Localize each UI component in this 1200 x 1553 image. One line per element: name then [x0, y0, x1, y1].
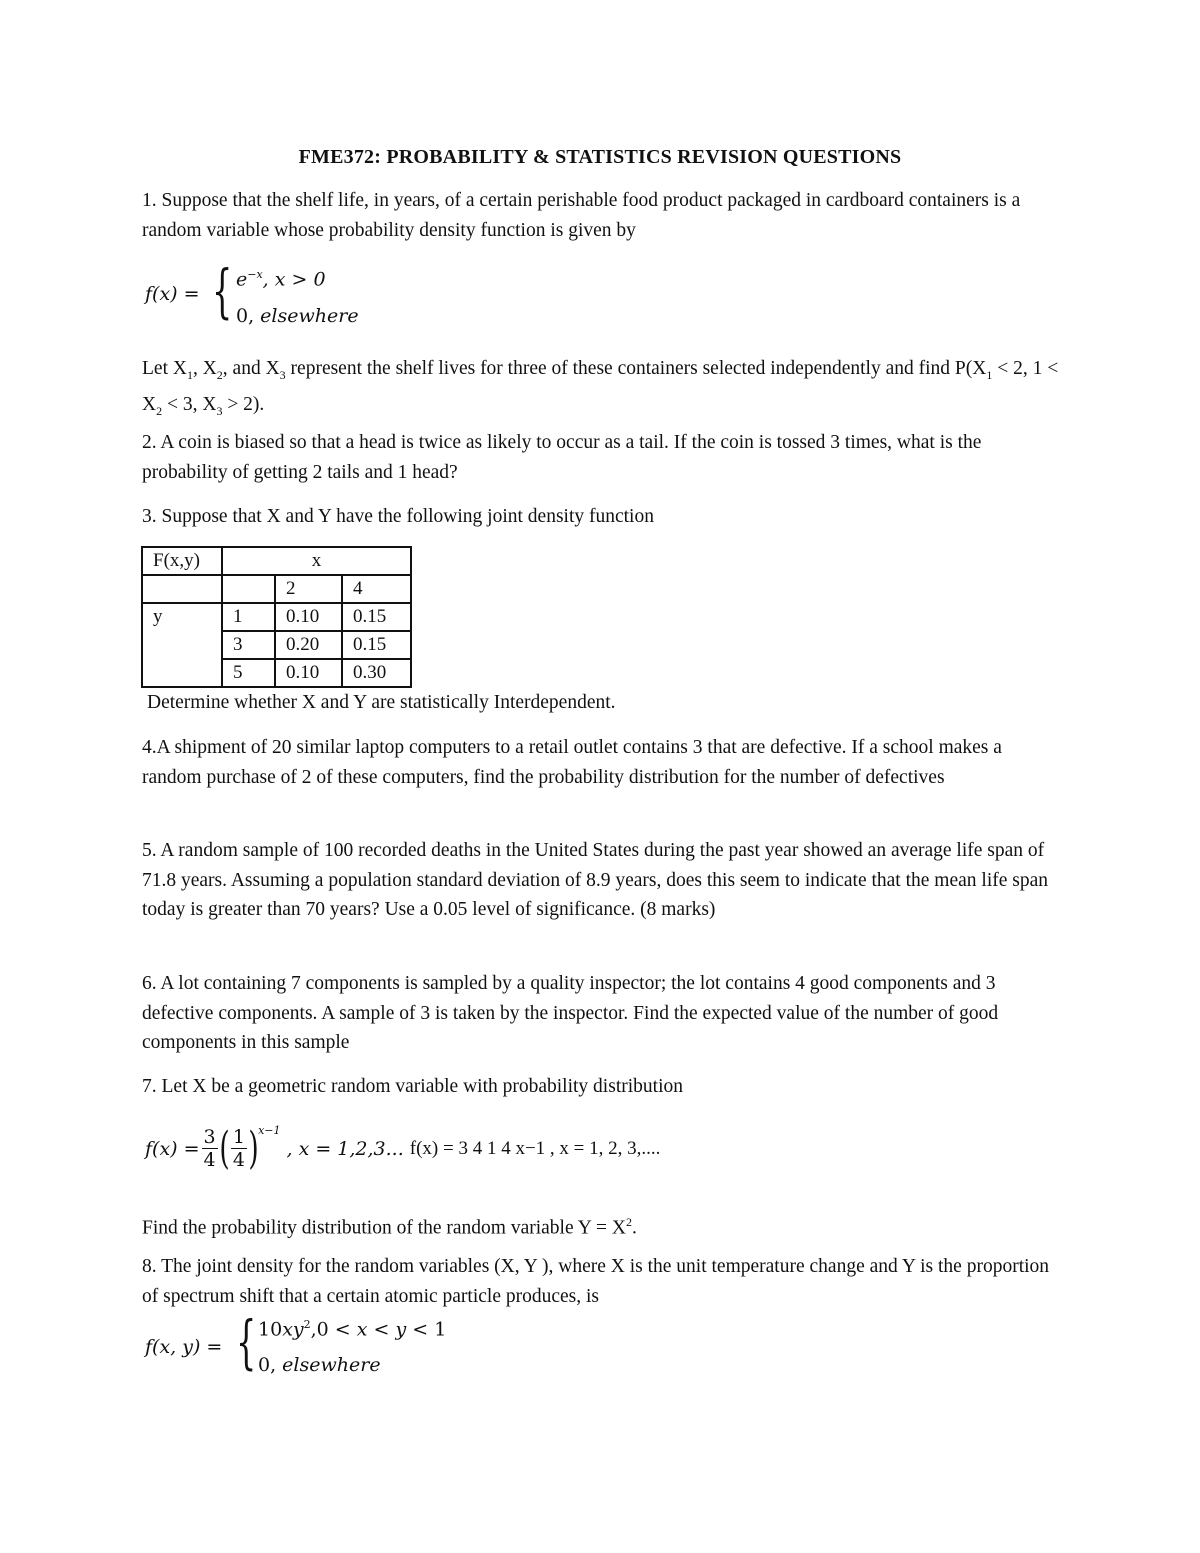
question-8-text: 8. The joint density for the random variables (X, Y ), where X is the unit temperature change and Y is the proportion of spectrum shift that a certain atomic particle produces, is — [142, 1256, 1050, 1307]
q1-case-2: 0, elsewhere — [236, 305, 359, 327]
q8-case-2: 0, elsewhere — [258, 1354, 381, 1376]
q7-formula: f(x) = $\frac{3}{4}$ ( $\frac{1}{4}$ ) $^{x-1}$ , x = 1,2,3... f(x) = 3 4 1 4 x−1 , x = 1, 2, 3,.... — [145, 1122, 661, 1174]
table-corner: F(x,y) — [142, 547, 222, 575]
q1-brace: { — [212, 257, 233, 325]
question-1-intro: 1. Suppose that the shelf life, in years, of a certain perishable food product packaged in cardboard containers is a random variable whose probability density function is given by — [142, 190, 1021, 241]
table-row — [142, 603, 411, 631]
question-1-followup: Let $X_1$, $X_2$, and $X_3$ represent the shelf lives for three of these containers selected independently and find $P(X_1 < 2$, $1 < X_2 < 3$, $X_3 > 2$). — [142, 358, 1059, 419]
question-3-text: 3. Suppose that X and Y have the following joint density function — [142, 506, 654, 527]
question-7-text: 7. Let X be a geometric random variable with probability distribution — [142, 1076, 683, 1097]
q7-plain-formula: f(x) = 3 4 1 4 x−1 , x = 1, 2, 3,.... — [409, 1137, 661, 1159]
q7-fraction-1: $\frac{3}{4}$ — [203, 1126, 216, 1171]
q8-brace: { — [236, 1308, 257, 1376]
table-cell: 0.15 — [342, 631, 411, 659]
table-cell: 0.20 — [275, 631, 342, 659]
question-7-find: Find the probability distribution of the random variable $Y = X^2$. — [142, 1215, 637, 1239]
question-3-after: Determine whether X and Y are statistically Interdependent. — [147, 692, 616, 713]
table-y-value: 5 — [222, 659, 275, 687]
question-6-text: 6. A lot containing 7 components is sampled by a quality inspector; the lot contains 4 good components and 3 defective components. A sample of 3 is taken by the inspector. Find the expected value of the number of good components in this sample — [142, 973, 999, 1053]
question-2-text: 2. A coin is biased so that a head is twice as likely to occur as a tail. If the coin is tossed 3 times, what is the probability of getting 2 tails and 1 head? — [142, 432, 982, 483]
q8-f-label: f(x, y) = — [145, 1336, 223, 1358]
page-title: FME372: PROBABILITY & STATISTICS REVISION QUESTIONS — [298, 146, 902, 168]
table-cell: 0.15 — [342, 603, 411, 631]
table-x-label: x — [222, 547, 411, 575]
table-cell: 0.30 — [342, 659, 411, 687]
table-y-value: 1 — [222, 603, 275, 631]
table-y-value: 3 — [222, 631, 275, 659]
question-1-text — [142, 186, 1062, 245]
question-5-text: 5. A random sample of 100 recorded deaths in the United States during the past year showed an average life span of 71.8 years. Assuming a population standard deviation of 8.9 years, does this seem to indicate that the mean life span today is greater than 70 years? Use a 0.05 level of significance. (8 marks) — [142, 840, 1048, 920]
q7-fraction-2: $\frac{1}{4}$ — [232, 1126, 245, 1171]
table-y-label: y — [142, 603, 222, 687]
table-cell: 0.10 — [275, 659, 342, 687]
q8-case-1: $10xy^2,0 < x < y < 1$ — [258, 1318, 447, 1341]
table-cell: 0.10 — [275, 603, 342, 631]
table-x-value: 2 — [275, 575, 342, 603]
joint-density-table — [141, 546, 412, 688]
q1-case-1: $e^{-x}$, x > 0 — [236, 268, 326, 291]
question-4-text: 4.A shipment of 20 similar laptop computers to a retail outlet contains 3 that are defective. If a school makes a random purchase of 2 of these computers, find the probability distribution for the number of defectives — [142, 737, 1002, 788]
table-x-value: 4 — [342, 575, 411, 603]
q1-f-label: f(x) = — [145, 283, 200, 305]
